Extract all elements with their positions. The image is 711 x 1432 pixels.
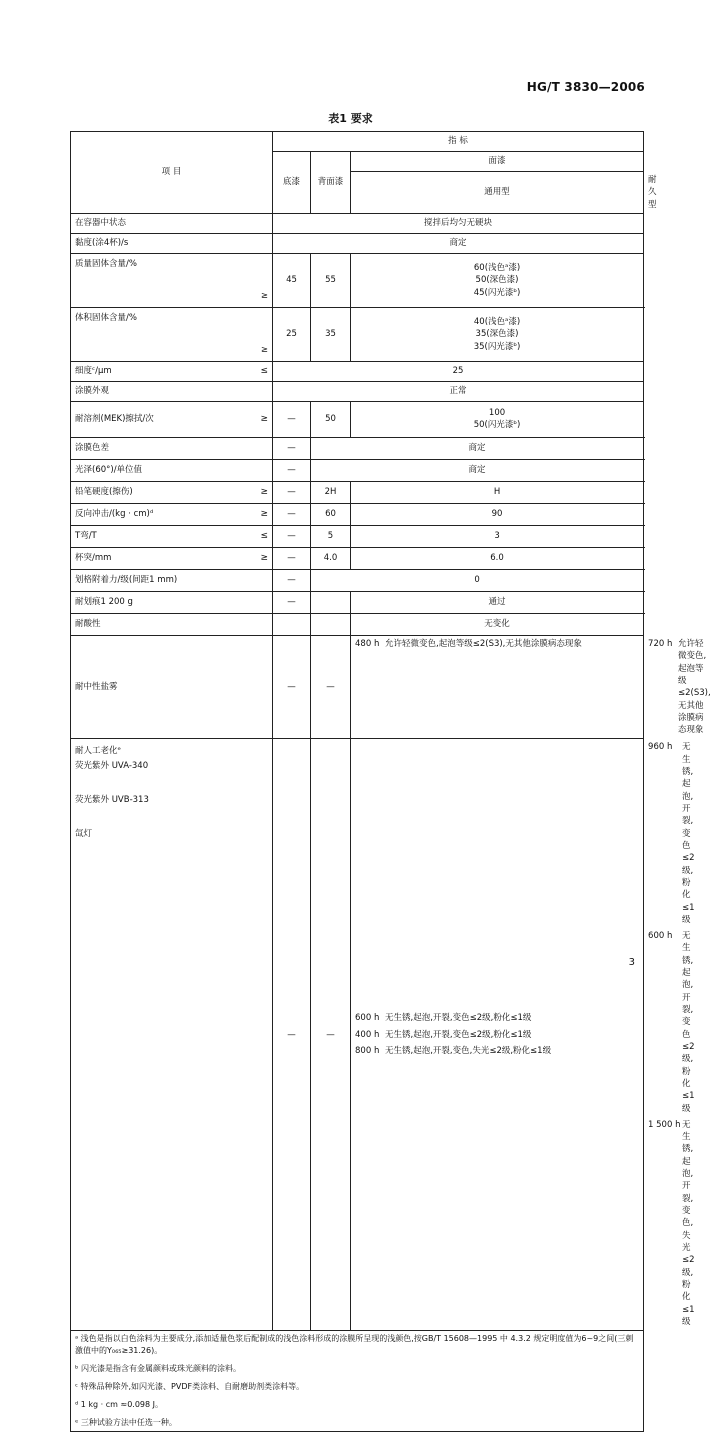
header-primer: 底漆 — [273, 152, 311, 214]
footnote: ᶜ 特殊品种除外,如闪光漆、PVDF类涂料、自耐磨助剂类涂料等。 — [75, 1382, 305, 1392]
row-item — [71, 253, 273, 307]
row-item: 涂膜色差 — [71, 437, 273, 459]
hours: 600 h — [355, 1013, 380, 1024]
footnote: ᵉ 三种试验方法中任选一种。 — [75, 1418, 177, 1428]
row-item: 涂膜外观 — [71, 381, 273, 401]
top-value — [351, 253, 644, 307]
hours: 400 h — [355, 1029, 380, 1040]
table-row — [71, 613, 644, 635]
row-item: 黏度(涂4杯)/s — [71, 233, 273, 253]
top-value: 90 — [351, 503, 644, 525]
hours: 1 500 h — [648, 1119, 681, 1130]
back-value: 4.0 — [311, 547, 351, 569]
footnote: ᵇ 闪光漆是指含有金属颜料或珠光颜料的涂料。 — [75, 1364, 241, 1374]
top-value: 6.0 — [351, 547, 644, 569]
header-general: 通用型 — [351, 172, 644, 214]
aging-title: 耐人工老化ᵉ — [75, 746, 122, 757]
criteria: 允许轻微变色,起泡等级≤2(S3),无其他涂膜病态现象 — [385, 638, 582, 649]
criteria: 无生锈,起泡,开裂,变色,失光≤2级,粉化≤1级 — [385, 1045, 552, 1056]
row-item-label: 铅笔硬度(擦伤) — [75, 487, 133, 498]
primer-value — [273, 613, 311, 635]
table-row — [71, 635, 644, 739]
table-row — [71, 437, 644, 459]
page-number: 3 — [628, 957, 635, 968]
table-row — [71, 525, 644, 547]
hours: 480 h — [355, 638, 380, 649]
table-row — [71, 401, 644, 437]
primer-value: — — [273, 401, 311, 437]
row-item — [71, 739, 273, 1331]
row-value: 商定 — [311, 459, 644, 481]
table-row — [71, 381, 644, 401]
row-item — [71, 525, 273, 547]
row-value: 0 — [311, 569, 644, 591]
back-value: 60 — [311, 503, 351, 525]
top-value — [351, 307, 644, 361]
primer-value: 45 — [273, 253, 311, 307]
row-item — [71, 547, 273, 569]
row-item — [71, 481, 273, 503]
criteria: 允许轻微变色,起泡等级≤2(S3),无其他涂膜病态现象 — [678, 638, 711, 736]
top-line: 100 — [488, 408, 506, 419]
relation-sign: ≥ — [260, 552, 269, 563]
relation-sign: ≥ — [260, 508, 269, 519]
primer-value: — — [273, 739, 311, 1331]
back-value: 2H — [311, 481, 351, 503]
row-item: 在容器中状态 — [71, 213, 273, 233]
row-value: 商定 — [311, 437, 644, 459]
table-row — [71, 481, 644, 503]
aging-method: 荧光紫外 UVA-340 — [75, 760, 149, 771]
table-row — [71, 233, 644, 253]
relation-sign: ≥ — [260, 486, 269, 497]
primer-value: — — [273, 635, 311, 739]
table-title: 表1 要求 — [328, 112, 373, 125]
table-row — [71, 361, 644, 381]
footnote: ᵈ 1 kg · cm ≈0.098 J。 — [75, 1400, 163, 1410]
row-item — [71, 503, 273, 525]
row-value: 商定 — [273, 233, 644, 253]
primer-value: — — [273, 481, 311, 503]
row-item: 划格附着力/级(间距1 mm) — [71, 569, 273, 591]
top-value — [351, 401, 644, 437]
footnote: ᵃ 浅色是指以白色涂料为主要成分,添加适量色浆后配制成的浅色涂料形成的涂膜所呈现的浅颜色,按GB/T 15608—1995 中 4.3.2 规定明度值为6~9之间(三刺激值中的Y₀₆₅≥31.26)。 — [75, 1334, 634, 1356]
criteria: 无生锈,起泡,开裂,变色≤2级,粉化≤1级 — [682, 742, 695, 925]
criteria: 无生锈,起泡,开裂,变色≤2级,粉化≤1级 — [385, 1013, 532, 1024]
aging-method: 氙灯 — [75, 829, 93, 840]
table-row — [71, 547, 644, 569]
table-row — [71, 253, 644, 307]
primer-value: — — [273, 503, 311, 525]
top-line: 45(闪光漆ᵇ) — [473, 287, 521, 298]
row-item: 耐酸性 — [71, 613, 273, 635]
primer-value: — — [273, 569, 311, 591]
row-item-label: T弯/T — [75, 531, 97, 542]
hours: 720 h — [648, 638, 673, 649]
row-item: 耐划痕1 200 g — [71, 591, 273, 613]
table-row — [71, 459, 644, 481]
table-row — [71, 307, 644, 361]
row-item: 光泽(60°)/单位值 — [71, 459, 273, 481]
back-value — [311, 591, 351, 613]
criteria: 无生锈,起泡,开裂,变色≤2级,粉化≤1级 — [682, 931, 695, 1114]
row-value: 正常 — [273, 381, 644, 401]
primer-value: — — [273, 547, 311, 569]
general-value — [351, 739, 644, 1331]
back-value: 35 — [311, 307, 351, 361]
header-top-coat: 面漆 — [351, 152, 644, 172]
top-line: 35(闪光漆ᵇ) — [473, 341, 521, 352]
table-row — [71, 569, 644, 591]
row-value: 25 — [273, 361, 644, 381]
primer-value: — — [273, 437, 311, 459]
top-line: 50(闪光漆ᵇ) — [473, 420, 521, 431]
back-value: 55 — [311, 253, 351, 307]
primer-value: — — [273, 459, 311, 481]
top-value: 3 — [351, 525, 644, 547]
back-value — [311, 613, 351, 635]
top-line: 35(深色漆) — [475, 329, 519, 340]
hours: 800 h — [355, 1045, 380, 1056]
header-item: 项 目 — [71, 132, 273, 214]
primer-value: 25 — [273, 307, 311, 361]
row-item: 耐中性盐雾 — [71, 635, 273, 739]
table-row — [71, 591, 644, 613]
relation-sign: ≥ — [260, 291, 269, 302]
relation-sign: ≤ — [260, 365, 269, 376]
general-value — [351, 635, 644, 739]
row-item-label: 细度ᶜ/μm — [75, 366, 112, 377]
table-row — [71, 213, 644, 233]
row-value: 无变化 — [351, 613, 644, 635]
top-line: 50(深色漆) — [475, 275, 519, 286]
row-item-label: 杯突/mm — [75, 553, 112, 564]
header-back-coat: 背面漆 — [311, 152, 351, 214]
row-item-label: 反向冲击/(kg · cm)ᵈ — [75, 509, 154, 520]
primer-value: — — [273, 591, 311, 613]
top-line: 60(浅色ᵃ漆) — [473, 262, 521, 273]
row-item — [71, 307, 273, 361]
row-item-label: 耐溶剂(MEK)擦拭/次 — [75, 414, 154, 425]
row-value: 搅拌后均匀无硬块 — [273, 213, 644, 233]
standard-code: HG/T 3830—2006 — [526, 80, 645, 94]
hours: 960 h — [648, 742, 673, 753]
back-value: 5 — [311, 525, 351, 547]
criteria: 无生锈,起泡,开裂,变色≤2级,粉化≤1级 — [385, 1029, 532, 1040]
relation-sign: ≥ — [260, 413, 269, 424]
table-row — [71, 503, 644, 525]
requirements-table: 项 目 指 标 底漆 背面漆 面漆 通用型 耐久型 在容器中状态 搅拌后均匀无硬块 黏度(涂4杯)/s 商定 质量固体含量/% ≥ 45 55 60(浅色ᵃ漆) 50(深色漆) 45(闪光漆ᵇ) 体积固体含量/% ≥ 25 35 40(浅色ᵃ漆) 35(深色漆) 35(闪光漆ᵇ) 细度ᶜ/μm ≤ 25 涂膜外观 正常 耐溶剂(MEK)擦拭/次 ≥ — 50 100 50(闪光漆ᵇ) 涂膜色差 — 商定 光泽(60°)/单位值 — 商定 铅笔硬度(擦伤) ≥ — 2H H 反向冲击/(kg · cm)ᵈ ≥ — 60 90 T弯/T ≤ — 5 3 杯突/mm ≥ — 4.0 6.0 划格附着力/级(间距1 mm) — 0 耐划痕1 200 g — 通过 耐酸性 无变化 耐中性盐雾 — — 480 h 允许轻微变色,起泡等级≤2(S3),无其他涂膜病态现象 720 h 允许轻微变色,起泡等级≤2(S3),无其他涂膜病态现象 耐人工老化ᵉ 荧光紫外 UVA-340 荧光紫外 UVB-313 氙灯 — — 600 h 无生锈,起泡,开裂,变色≤2级,粉化≤1级 400 h 无生锈,起泡,开裂,变色≤2级,粉化≤1级 800 h 无生锈,起泡,开裂,变色,失光≤2级,粉化≤1级 960 h 无生锈,起泡,开裂,变色≤2级,粉化≤1级 600 h 无生锈,起泡,开裂,变色≤2级,粉化≤1级 1 500 h 无生锈,起泡,开裂,变色,失光≤2级,粉化≤1级 ᵃ 浅色是指以白色涂料为主要成分,添加适量色浆后配制成的浅色涂料形成的涂膜所呈现的浅颜色,按GB/T 15608—1995 中 4.3.2 规定明度值为6~9之间(三刺激值中的Y₀₆₅≥31.26)。 ᵇ 闪光漆是指含有金属颜料或珠光颜料的涂料。 ᶜ 特殊品种除外,如闪光漆、PVDF类涂料、自耐磨助剂类涂料等。 ᵈ 1 kg · cm ≈0.098 J。 ᵉ 三种试验方法中任选一种。 — [70, 131, 644, 1432]
back-value: 50 — [311, 401, 351, 437]
criteria: 无生锈,起泡,开裂,变色,失光≤2级,粉化≤1级 — [682, 1119, 695, 1327]
row-item-label: 体积固体含量/% — [75, 313, 137, 324]
back-value: — — [311, 635, 351, 739]
relation-sign: ≤ — [260, 530, 269, 541]
relation-sign: ≥ — [260, 345, 269, 356]
table-row — [71, 739, 644, 1331]
back-value: — — [311, 739, 351, 1331]
aging-method: 荧光紫外 UVB-313 — [75, 795, 149, 806]
table-notes — [71, 1331, 644, 1432]
row-item — [71, 401, 273, 437]
row-item-label: 质量固体含量/% — [75, 259, 137, 270]
primer-value: — — [273, 525, 311, 547]
top-line: 40(浅色ᵃ漆) — [473, 316, 521, 327]
top-value: H — [351, 481, 644, 503]
row-value: 通过 — [351, 591, 644, 613]
header-indicator: 指 标 — [273, 132, 644, 152]
row-item — [71, 361, 273, 381]
hours: 600 h — [648, 931, 673, 942]
